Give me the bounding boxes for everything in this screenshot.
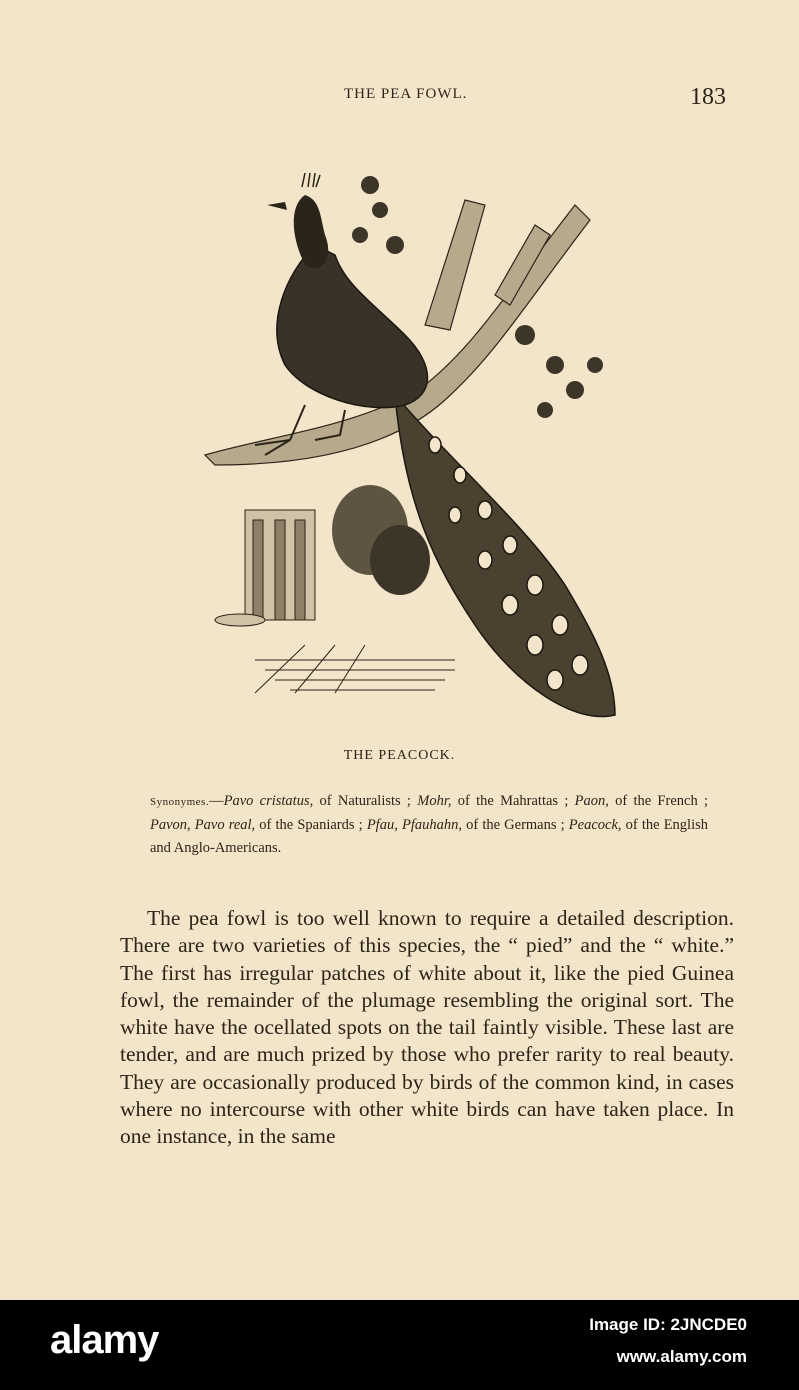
peacock-illustration bbox=[195, 165, 645, 730]
synonym-part: of the Mahrattas ; bbox=[451, 793, 575, 809]
synonym-part: — bbox=[209, 793, 224, 809]
banner-url: www.alamy.com bbox=[616, 1347, 747, 1366]
page-number: 183 bbox=[690, 84, 726, 110]
synonym-part: Pavon, Pavo real, bbox=[150, 817, 256, 833]
running-head: THE PEA FOWL. bbox=[344, 86, 468, 102]
synonyms-paragraph bbox=[150, 790, 708, 860]
illustration-caption: THE PEACOCK. bbox=[343, 748, 456, 763]
synonyms-lead: Synonymes. bbox=[150, 796, 210, 808]
synonym-part: Pfau, Pfauhahn, bbox=[366, 817, 462, 833]
fountain-ruins bbox=[215, 510, 315, 626]
synonym-part: Pavo cristatus, bbox=[223, 793, 314, 809]
synonym-part: of the Spaniards ; bbox=[255, 817, 367, 833]
terrace-lines bbox=[255, 645, 455, 693]
synonym-part: Peacock, bbox=[568, 817, 622, 833]
body-paragraph: The pea fowl is too well known to require a detailed description. There are two varieties of this species, the “ pied” and the “ white.” The first has irregular patches of white about it, like the pied Guinea fowl, the remainder of the plumage resembling the original sort. The white have the ocellated spots on the tail faintly visible. These last are tender, and are much prized by those who prefer rarity to real beauty. They are occasionally produced by birds of the common kind, in cases where no intercourse with other white birds can have taken place. In one instance, in the same bbox=[120, 906, 734, 1149]
body-text bbox=[120, 905, 734, 1151]
synonym-part: Paon, bbox=[574, 793, 609, 809]
synonym-part: of Naturalists ; bbox=[313, 793, 418, 809]
synonym-part: of the Germans ; bbox=[461, 817, 569, 833]
synonym-part: of the French ; bbox=[608, 793, 708, 809]
synonym-part: of the English and Anglo-Americans. bbox=[150, 817, 709, 856]
synonym-part: Mohr, bbox=[417, 793, 452, 809]
alamy-logo: alamy bbox=[50, 1318, 159, 1362]
image-id-label: Image ID: 2JNCDE0 bbox=[589, 1315, 747, 1334]
